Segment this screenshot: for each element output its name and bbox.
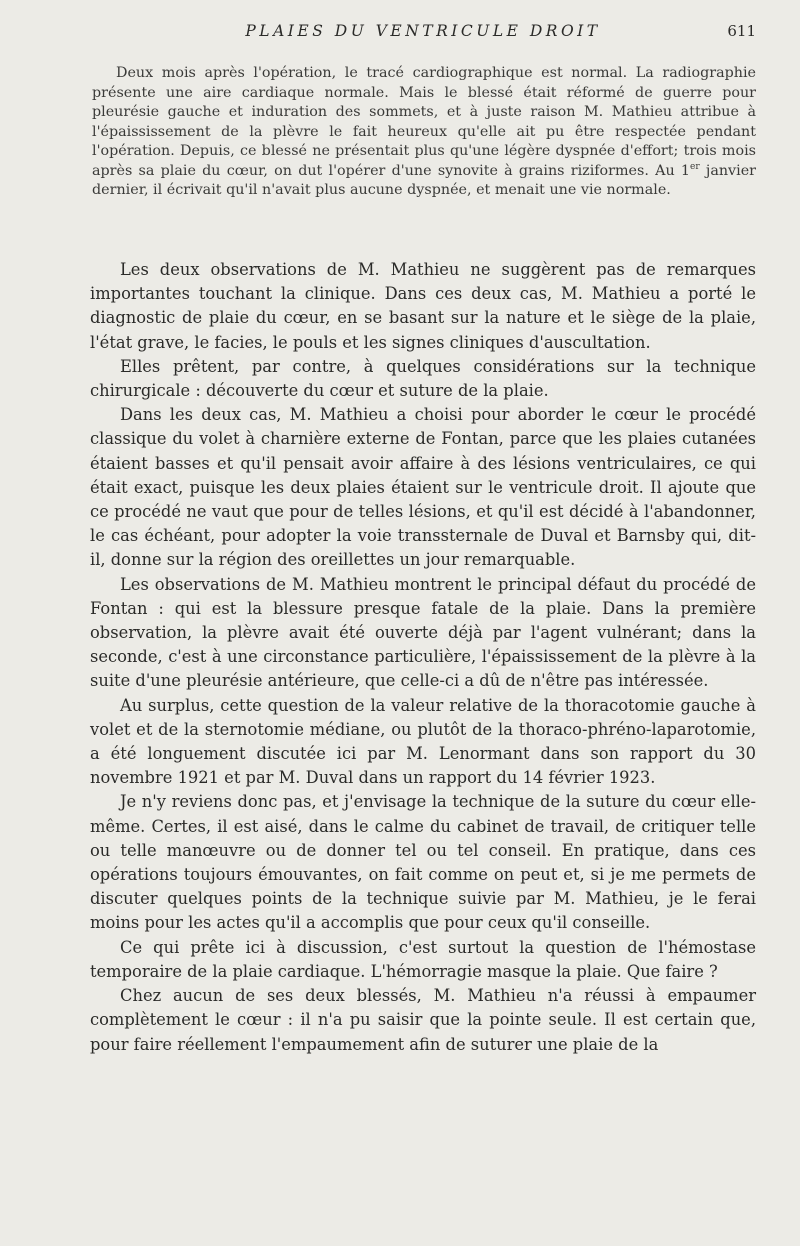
case-report-text-a: Deux mois après l'opération, le tracé cardiographique est normal. La radiographie présente une aire cardiaque normale. Mais le blessé était réformé de guerre pour pleurésie gauche et induration des sommets, et à juste raison M. Mathieu attribue à l'épaississement de la plèvre le fait heureux qu'elle ait pu être respectée pendant l'opération. Depuis, ce blessé ne présentait plus qu'une légère dyspnée d'effort; trois mois après sa plaie du cœur, on dut l'opérer d'une synovite à grains riziformes. Au 1	[92, 65, 756, 179]
superscript-er: er	[690, 161, 700, 172]
case-report-text-b: janvier dernier, il écrivait qu'il n'avait plus aucune dyspnée, et menait une vie normale.	[92, 162, 757, 198]
paragraph-3: Dans les deux cas, M. Mathieu a choisi pour aborder le cœur le procédé classique du volet à charnière externe de Fontan, parce que les plaies cutanées étaient basses et qu'il pensait avoir affaire à des lésions ventriculaires, ce qui était exact, puisque les deux plaies étaient sur le ventricule droit. Il ajoute que ce procédé ne vaut que pour de telles lésions, et qu'il est décidé à l'abandonner, le cas échéant, pour adopter la voie transsternale de Duval et Barnsby qui, dit-il, donne sur la région des oreillettes un jour remarquable.	[90, 405, 756, 570]
page-number: 611	[727, 22, 756, 40]
paragraph-1: Les deux observations de M. Mathieu ne suggèrent pas de remarques importantes touchant la clinique. Dans ces deux cas, M. Mathieu a porté le diagnostic de plaie du cœur, en se basant sur la nature et le siège de la plaie, l'état grave, le facies, le pouls et les signes cliniques d'auscultation.	[90, 260, 756, 352]
paragraph-5: Au surplus, cette question de la valeur relative de la thoracotomie gauche à volet et de la sternotomie médiane, ou plutôt de la thoraco-phréno-laparotomie, a été longuement discutée ici par M. Lenormant dans son rapport du 30 novembre 1921 et par M. Duval dans un rapport du 14 février 1923.	[90, 695, 756, 788]
paragraph-2: Elles prêtent, par contre, à quelques considérations sur la technique chirurgicale : découverte du cœur et suture de la plaie.	[90, 356, 756, 401]
page-header	[90, 22, 756, 46]
case-report-continuation	[92, 64, 756, 201]
running-title: PLAIES DU VENTRICULE DROIT	[245, 22, 601, 40]
paragraph-7: Ce qui prête ici à discussion, c'est surtout la question de l'hémostase temporaire de la plaie cardiaque. L'hémorragie masque la plaie. Que faire ?	[90, 937, 756, 981]
main-text	[90, 258, 756, 1057]
paragraph-4: Les observations de M. Mathieu montrent le principal défaut du procédé de Fontan : qui est la blessure presque fatale de la plaie. Dans la première observation, la plèvre avait été ouverte déjà par l'agent vulnérant; dans la seconde, c'est à une circonstance particulière, l'épaississement de la plèvre à la suite d'une pleurésie antérieure, que celle-ci a dû de n'être pas intéressée.	[90, 574, 756, 691]
paragraph-8: Chez aucun de ses deux blessés, M. Mathieu n'a réussi à empaumer complètement le cœur : il n'a pu saisir que la pointe seule. Il est certain que, pour faire réellement l'empaumement afin de suturer une plaie de la	[90, 986, 756, 1054]
paragraph-6: Je n'y reviens donc pas, et j'envisage la technique de la suture du cœur elle-même. Certes, il est aisé, dans le calme du cabinet de travail, de critiquer telle ou telle manœuvre ou de donner tel ou tel conseil. En pratique, dans ces opérations toujours émouvantes, on fait comme on peut et, si je me permets de discuter quelques points de la technique suivie par M. Mathieu, je le ferai moins pour les actes qu'il a accomplis que pour ceux qu'il conseille.	[90, 792, 756, 933]
